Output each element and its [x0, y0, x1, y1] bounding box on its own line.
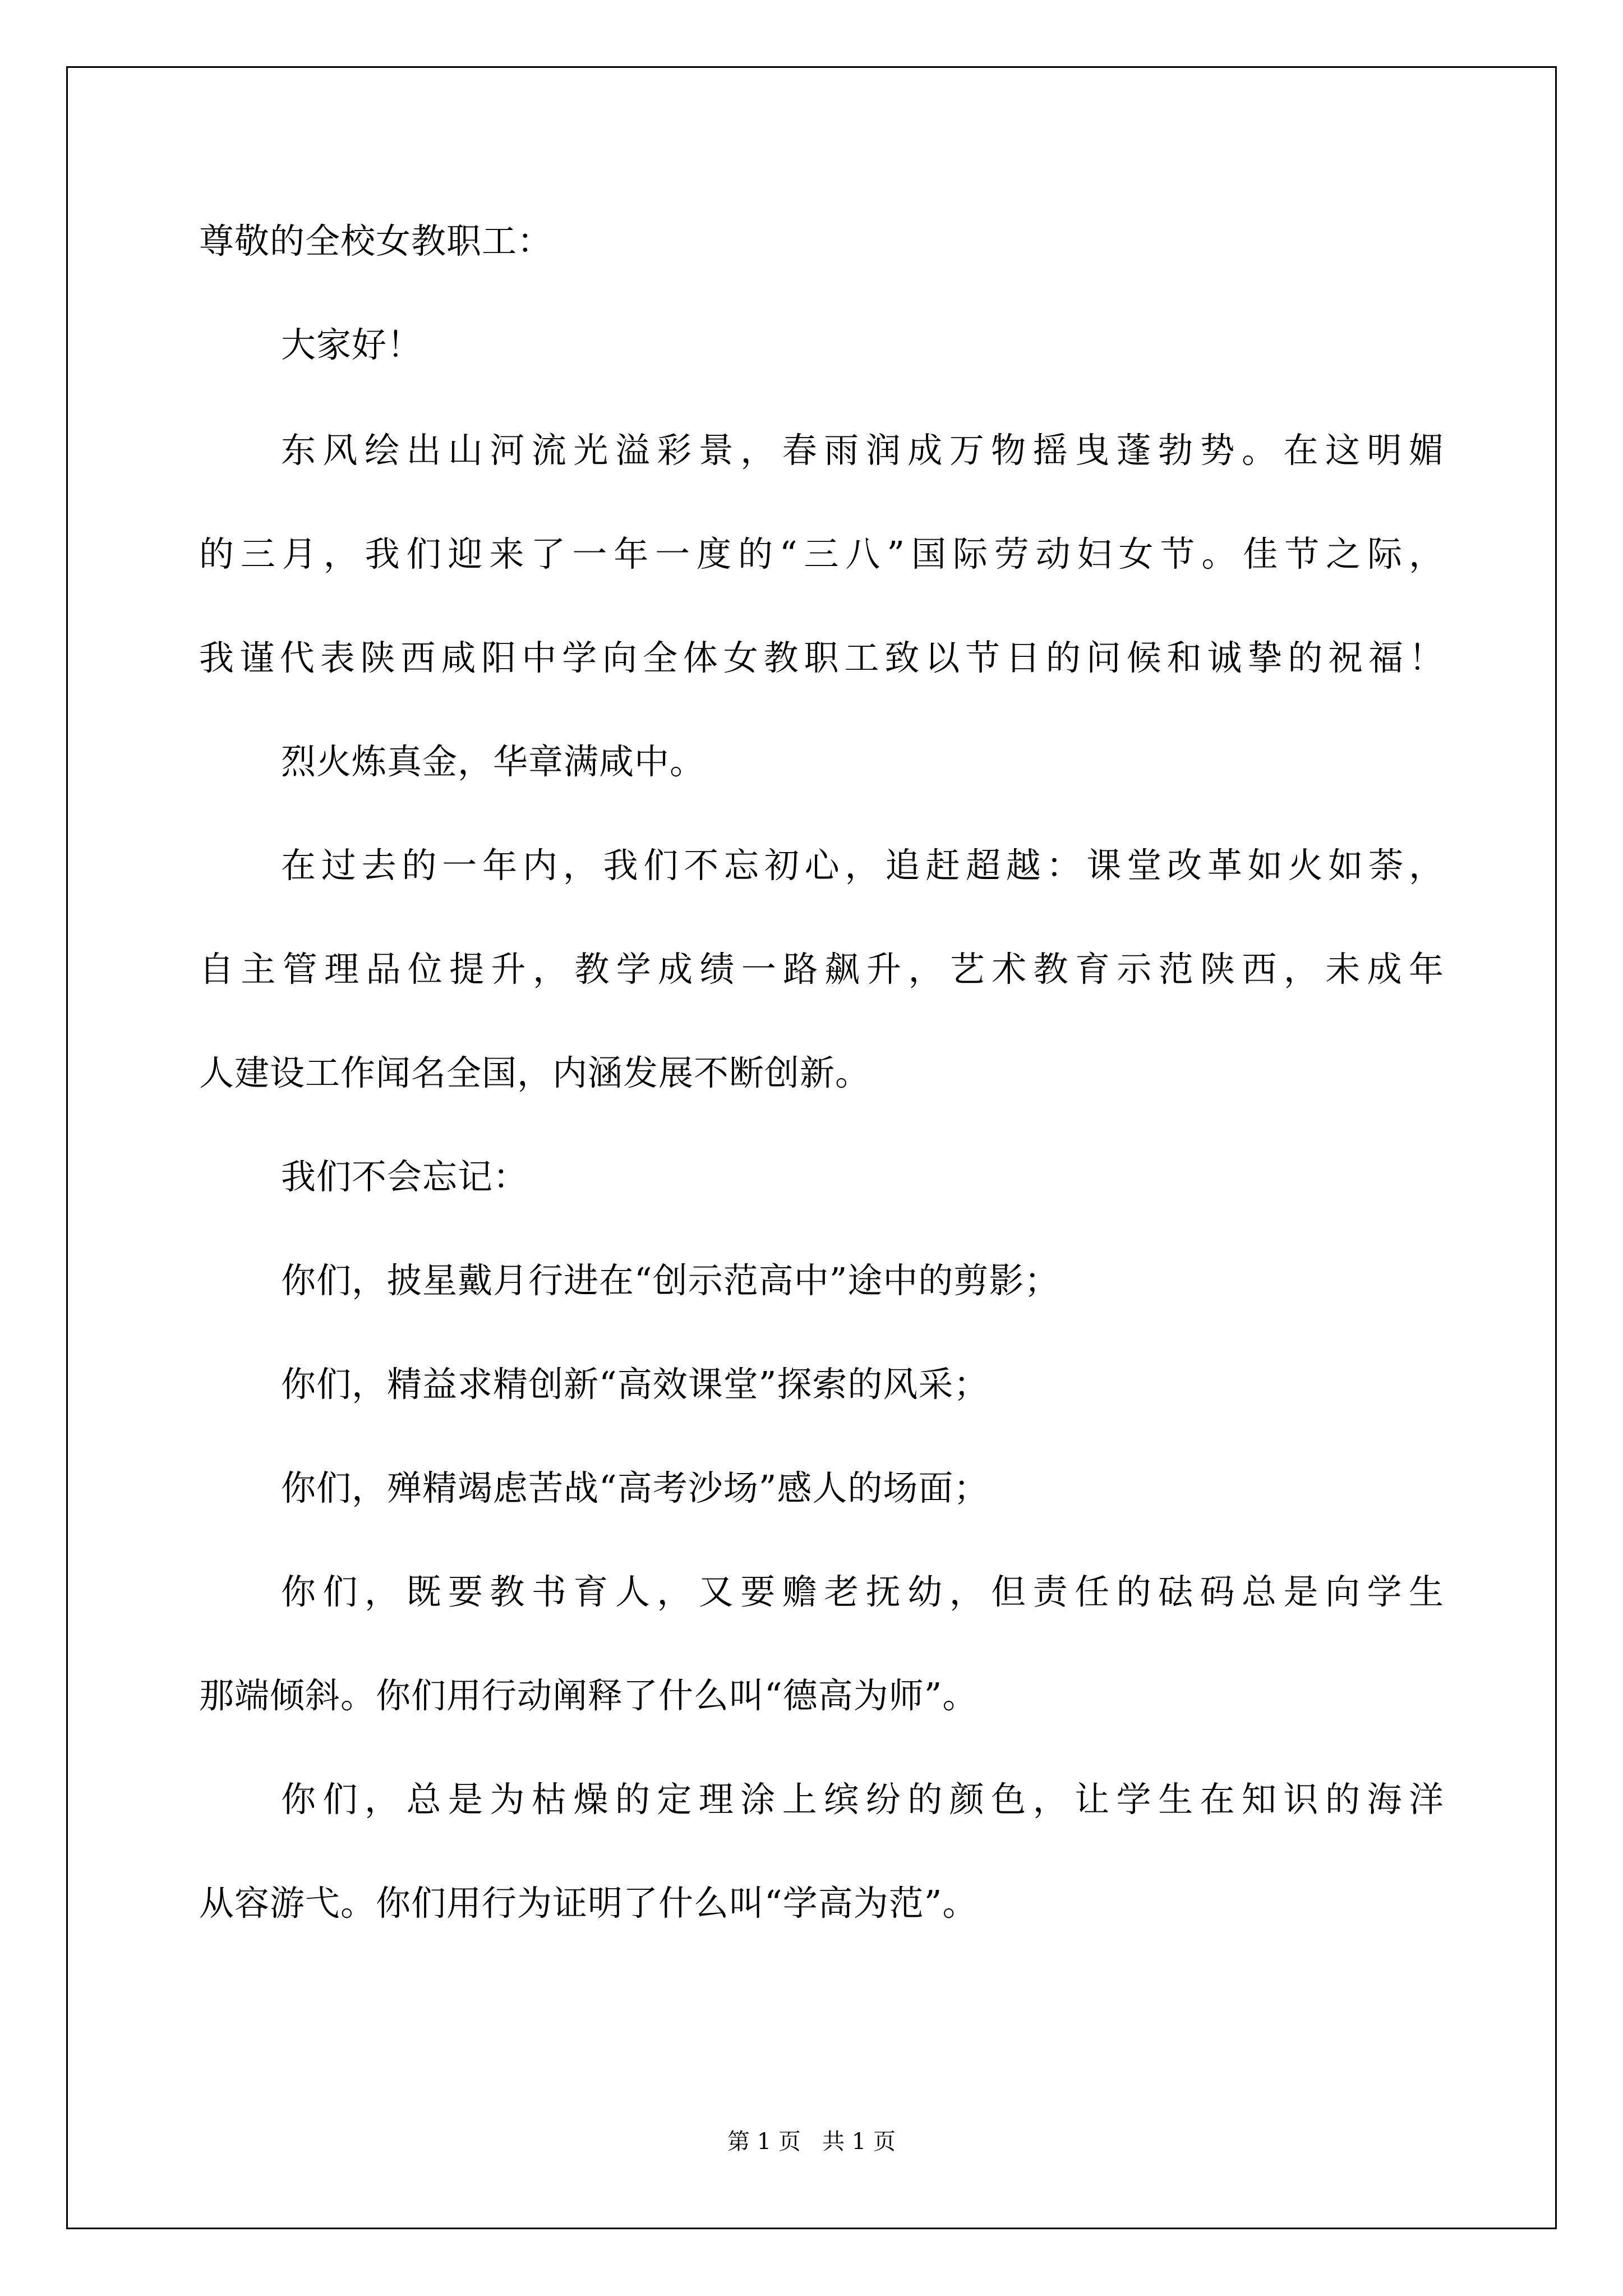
- paragraph-line: 烈火炼真金，华章满咸中。: [281, 741, 706, 782]
- paragraph-line: 自主管理品位提升，教学成绩一路飙升，艺术教育示范陕西，未成年: [199, 949, 1444, 990]
- paragraph-line: 你们，总是为枯燥的定理涂上缤纷的颜色，让学生在知识的海洋: [281, 1779, 1444, 1820]
- paragraph-line: 那端倾斜。你们用行动阐释了什么叫“德高为师”。: [199, 1675, 978, 1716]
- paragraph-line: 的三月，我们迎来了一年一度的“三八”国际劳动妇女节。佳节之际，: [199, 533, 1444, 574]
- greeting: 大家好！: [281, 324, 423, 365]
- paragraph-line: 在过去的一年内，我们不忘初心，追赶超越：课堂改革如火如荼，: [281, 845, 1444, 886]
- paragraph-line: 我谨代表陕西咸阳中学向全体女教职工致以节日的问候和诚挚的祝福！: [199, 637, 1444, 678]
- paragraph-line: 你们，精益求精创新“高效课堂”探索的风采；: [281, 1364, 989, 1405]
- paragraph-line: 你们，披星戴月行进在“创示范高中”途中的剪影；: [281, 1260, 1060, 1301]
- paragraph-line: 东风绘出山河流光溢彩景，春雨润成万物摇曳蓬勃势。在这明媚: [281, 430, 1444, 471]
- paragraph-line: 你们，殚精竭虑苦战“高考沙场”感人的场面；: [281, 1467, 989, 1508]
- salutation: 尊敬的全校女教职工：: [199, 220, 553, 261]
- paragraph-line: 你们，既要教书育人，又要赡老抚幼，但责任的砝码总是向学生: [281, 1571, 1444, 1612]
- paragraph-line: 人建设工作闻名全国，内涵发展不断创新。: [199, 1052, 871, 1093]
- page-number: 第 1 页 共 1 页: [727, 2129, 896, 2155]
- paragraph-line: 我们不会忘记：: [281, 1156, 529, 1197]
- paragraph-line: 从容游弋。你们用行为证明了什么叫“学高为范”。: [199, 1883, 978, 1924]
